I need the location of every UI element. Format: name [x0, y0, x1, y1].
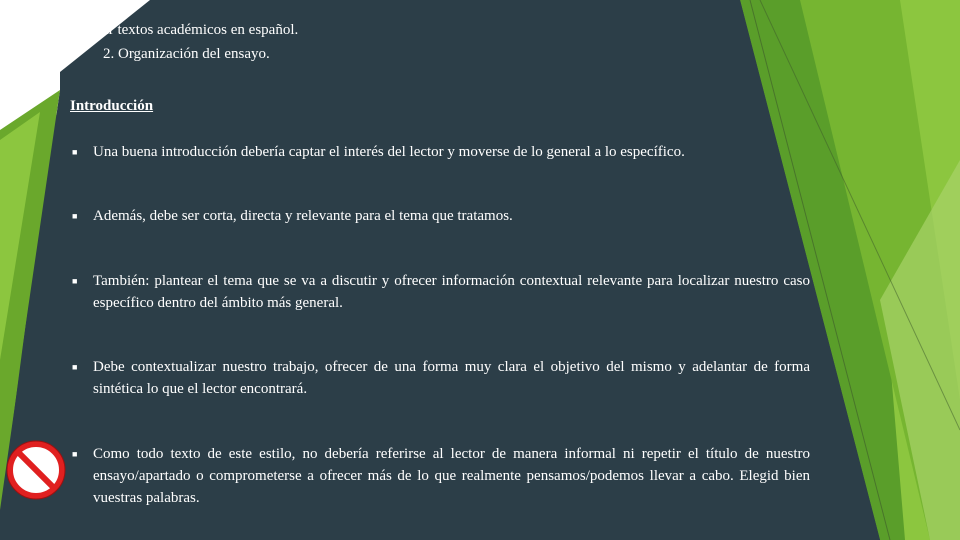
no-entry-sign-icon [6, 440, 66, 500]
bullet-marker: ■ [72, 276, 78, 286]
title-line-2: 2. Organización del ensayo. [103, 46, 270, 62]
bullet-text: Además, debe ser corta, directa y relevante para el tema que tratamos. [93, 208, 513, 224]
bullet-marker: ■ [72, 449, 78, 459]
bullet-text: Una buena introducción debería captar el interés del lector y moverse de lo general a lo específico. [93, 144, 685, 160]
section-heading: Introducción [70, 98, 154, 114]
bullet-item [72, 141, 810, 163]
bullet-text: Como todo texto de este estilo, no debería referirse al lector de manera informal ni repetir el título de nuestro ensayo/apartado o comprometerse a ofrecer más de lo que realmente pensamos/podemos llevar a cabo. Elegid bien vuestras palabras. [93, 446, 810, 506]
bullet-text: También: plantear el tema que se va a discutir y ofrecer información contextual relevante para localizar nuestro caso específico dentro del ámbito más general. [93, 273, 810, 311]
title-line-1: Cómo redactar textos académicos en español. [25, 22, 299, 38]
bullet-item [72, 443, 810, 509]
bullet-text: Debe contextualizar nuestro trabajo, ofrecer de una forma muy clara el objetivo del mismo y adelantar de forma sintética lo que el lector encontrará. [93, 359, 810, 397]
slide-title [25, 18, 298, 66]
bullet-marker: ■ [72, 211, 78, 221]
bullet-item [72, 356, 810, 400]
bullet-item [72, 205, 810, 227]
bullet-marker: ■ [72, 362, 78, 372]
bullet-marker: ■ [72, 147, 78, 157]
bullet-item [72, 270, 810, 314]
